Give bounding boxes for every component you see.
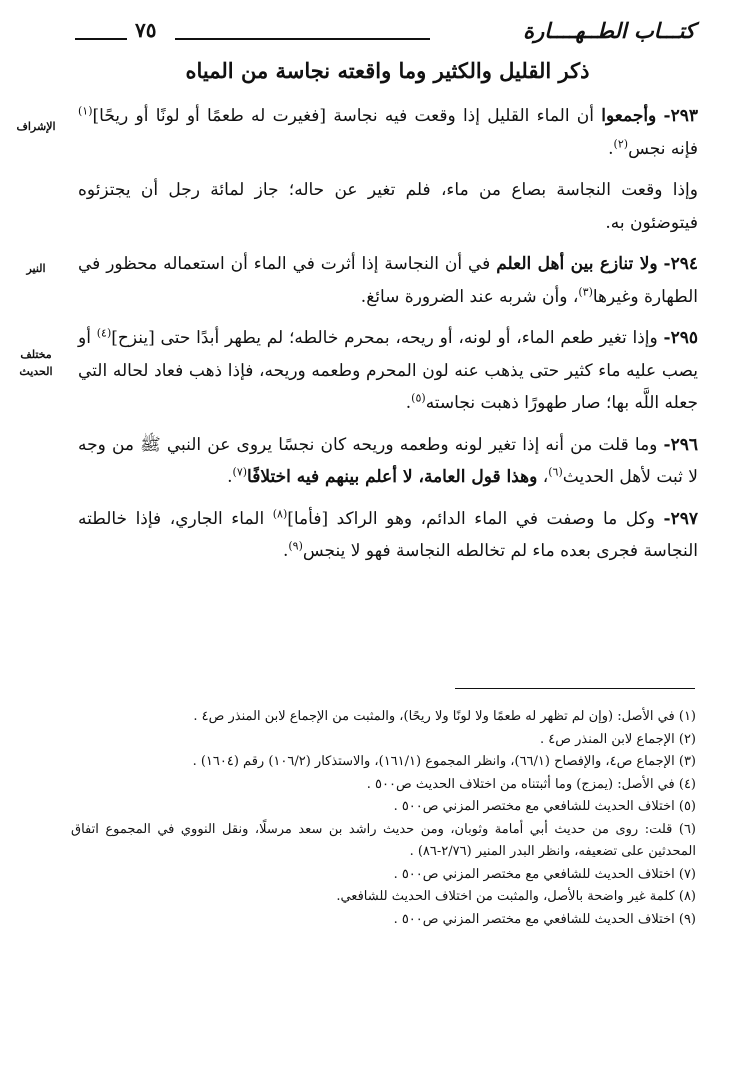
footnote-ref: (٣) (578, 284, 593, 298)
footnote-ref: (٩) (288, 539, 303, 553)
running-header-title: كتـــاب الطــهــــارة (523, 18, 695, 43)
footnote-2: (٢) الإجماع لابن المنذر ص٤ . (540, 731, 696, 747)
paragraph-294 (78, 248, 698, 313)
footnotes (71, 706, 696, 931)
paragraph-297 (78, 503, 698, 568)
footnote-5: (٥) اختلاف الحديث للشافعي مع مختصر المزني ص٥٠٠ . (393, 799, 696, 814)
paragraph-text: وما قلت من أنه إذا تغير لونه وطعمه وريحه كان نجسًا يروى عن النبي ﷺ من وجه لا ثبت لأهل الحديث (78, 434, 698, 487)
paragraph-text: ، وأن شربه عند الضرورة سائغ. (360, 286, 579, 307)
paragraph-text: . (608, 138, 614, 159)
lead-words: ولا تنازع بين أهل العلم (496, 254, 658, 274)
paragraph-number: ٢٩٦- (663, 434, 698, 455)
paragraph-text: وإذا تغير طعم الماء، أو لونه، أو ريحه، بمحرم خالطه؛ لم يطهر أبدًا حتى [ينزح] (111, 328, 664, 348)
footnote-ref: (٦) (548, 465, 563, 479)
paragraph-295 (78, 322, 698, 420)
paragraph-text: الماء الجاري، فإذا خالطته النجاسة فجرى بعده ماء لم تخالطه النجاسة فهو لا ينجس (78, 508, 698, 561)
footnote-3: (٣) الإجماع ص٤، والإفصاح (٦٦/١)، وانظر المجموع (١٦١/١)، والاستذكار (١٠٦/٢) رقم (١٦٠٤) . (192, 754, 696, 769)
margin-note-mukhtalif (6, 346, 66, 380)
margin-note-nayyir: النير (26, 262, 46, 275)
paragraph-text: فإنه نجس (628, 138, 698, 159)
paragraph-number: ٢٩٥- (663, 328, 698, 348)
footnote-9: (٩) اختلاف الحديث للشافعي مع مختصر المزني ص٥٠٠ . (393, 911, 696, 927)
paragraph-text: وإذا وقعت النجاسة بصاع من ماء، فلم تغير عن حاله؛ جاز لمائة رجل أن يجتزئوه فيتوضئون به. (78, 180, 698, 233)
footnote-ref: (٢) (613, 136, 629, 150)
paragraph-text: وكل ما وصفت في الماء الدائم، وهو الراكد [فأما] (287, 508, 664, 529)
footnote-ref: (٧) (232, 465, 248, 479)
footnote-8: (٨) كلمة غير واضحة بالأصل، والمثبت من اختلاف الحديث للشافعي. (336, 889, 696, 904)
paragraph-296 (78, 429, 698, 494)
footnote-ref: (٨) (272, 506, 288, 520)
paragraph-text: . (227, 467, 233, 487)
paragraph-text: ، (537, 467, 549, 487)
paragraph-293-continued (78, 174, 698, 239)
paragraph-text: أن الماء القليل إذا وقعت فيه نجاسة [فغيرت له طعمًا أو لونًا أو ريحًا] (92, 106, 602, 126)
paragraph-text: في أن النجاسة إذا أثرت في الماء أن استعماله محظور في الطهارة وغيرها (78, 254, 698, 307)
lead-words: وأجمعوا (601, 106, 657, 126)
margin-note-ishraf: الإشراف (16, 120, 56, 133)
footnote-ref: (١) (78, 104, 93, 118)
running-header (75, 18, 695, 48)
paragraph-number: ٢٩٧- (663, 508, 698, 529)
footnote-ref: (٤) (96, 326, 112, 340)
margin-note-mukhtalif-line1: مختلف (20, 348, 52, 361)
footnote-7: (٧) اختلاف الحديث للشافعي مع مختصر المزني ص٥٠٠ . (393, 866, 696, 882)
header-rule-short (75, 38, 127, 40)
page-number: ٧٥ (135, 18, 157, 42)
footnote-separator (455, 688, 695, 689)
footnote-ref: (٥) (411, 391, 426, 405)
header-rule (175, 38, 430, 40)
paragraph-293 (78, 100, 698, 165)
paragraph-number: ٢٩٤- (663, 254, 699, 274)
footnote-6: (٦) قلت: روى من حديث أبي أمامة وثوبان، ومن حديث راشد بن سعد مرسلًا، ونقل النووي في المجموع اتفاق المحدثين على تضعيفه، وانظر البدر المنير (٢/٧٦-٨٦) . (71, 821, 696, 859)
paragraph-number: ٢٩٣- (663, 106, 698, 126)
paragraph-text: أو يصب عليه ماء كثير حتى يذهب عنه لون المحرم وطعمه وريحه، فإذا ذهب فعاد لحاله التي جعله اللَّه بها؛ صار طهورًا ذهبت نجاسته (78, 328, 698, 413)
main-text (78, 100, 698, 577)
footnote-1: (١) في الأصل: (وإن لم تظهر له طعمًا ولا لونًا ولا ريحًا)، والمثبت من الإجماع لابن المنذر ص٤ . (193, 709, 696, 724)
footnote-4: (٤) في الأصل: (يمزج) وما أثبتناه من اختلاف الحديث ص٥٠٠ . (366, 776, 696, 792)
section-heading: ذكر القليل والكثير وما واقعته نجاسة من المياه (185, 58, 590, 83)
paragraph-text: . (282, 541, 289, 561)
paragraph-text: . (405, 393, 412, 413)
bold-quote: وهذا قول العامة، لا أعلم بينهم فيه اختلافًا (247, 467, 538, 487)
margin-note-mukhtalif-line2: الحديث (19, 365, 53, 378)
